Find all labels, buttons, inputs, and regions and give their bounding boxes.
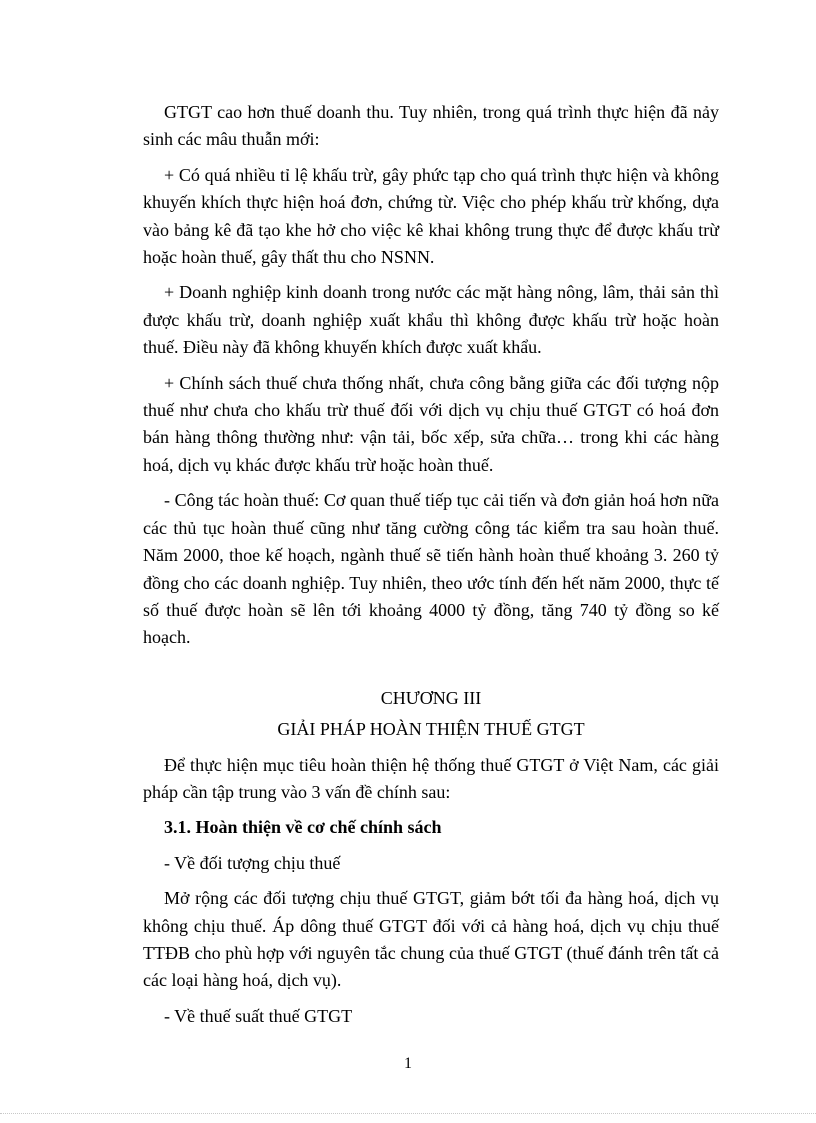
sub-heading-taxable-objects: - Về đối tượng chịu thuế — [164, 852, 341, 873]
chapter-title: GIẢI PHÁP HOÀN THIỆN THUẾ GTGT — [277, 719, 585, 740]
page-number: 1 — [404, 1055, 412, 1072]
document-body — [143, 99, 719, 1038]
paragraph-deduction-rates: + Có quá nhiều tỉ lệ khấu trừ, gây phức tạp cho quá trình thực hiện và không khuyến khích thực hiện hoá đơn, chứng từ. Việc cho phép khấu trừ khống, dựa vào bảng kê đã tạo khe hở cho việc kê khai không trung thực để được khấu trừ hoặc hoàn thuế, gây thất thu cho NSNN. — [143, 164, 719, 268]
paragraph-vat-intro: GTGT cao hơn thuế doanh thu. Tuy nhiên, trong quá trình thực hiện đã nảy sinh các mâu thuẫn mới: — [143, 102, 719, 150]
page-bottom-divider — [0, 1113, 816, 1114]
chapter-label: CHƯƠNG III — [380, 687, 482, 708]
paragraph-expand-objects: Mở rộng các đối tượng chịu thuế GTGT, giảm bớt tối đa hàng hoá, dịch vụ không chịu thuế. Áp dông thuế GTGT đối với cả hàng hoá, dịch vụ chịu thuế TTĐB cho phù hợp với nguyên tắc chung của thuế GTGT (thuế đánh trên tất cả các loại hàng hoá, dịch vụ). — [143, 888, 719, 991]
section-heading: 3.1. Hoàn thiện về cơ chế chính sách — [164, 817, 442, 838]
paragraph-policy-inconsistency: + Chính sách thuế chưa thống nhất, chưa công bằng giữa các đối tượng nộp thuế như chưa cho khấu trừ thuế đối với dịch vụ chịu thuế GTGT có hoá đơn bán hàng thông thường như: vận tải, bốc xếp, sửa chữa… trong khi các hàng hoá, dịch vụ khác được khấu trừ hoặc hoàn thuế. — [143, 372, 719, 475]
paragraph-domestic-export: + Doanh nghiệp kinh doanh trong nước các mặt hàng nông, lâm, thải sản thì được khấu trừ, doanh nghiệp xuất khẩu thì không được khấu trừ hoặc hoàn thuế. Điều này đã không khuyến khích được xuất khẩu. — [143, 282, 719, 358]
sub-heading-tax-rate: - Về thuế suất thuế GTGT — [164, 1005, 353, 1026]
paragraph-solutions-intro: Để thực hiện mục tiêu hoàn thiện hệ thống thuế GTGT ở Việt Nam, các giải pháp cần tập trung vào 3 vấn đề chính sau: — [143, 754, 719, 802]
paragraph-tax-refund: - Công tác hoàn thuế: Cơ quan thuế tiếp tục cải tiến và đơn giản hoá hơn nữa các thủ tục hoàn thuế cũng như tăng cường công tác kiểm tra sau hoàn thuế. Năm 2000, thoe kế hoạch, ngành thuế sẽ tiến hành hoàn thuế khoảng 3. 260 tỷ đồng cho các doanh nghiệp. Tuy nhiên, theo ước tính đến hết năm 2000, thực tế số thuế được hoàn sẽ lên tới khoảng 4000 tỷ đồng, tăng 740 tỷ đồng so kế hoạch. — [143, 490, 719, 648]
